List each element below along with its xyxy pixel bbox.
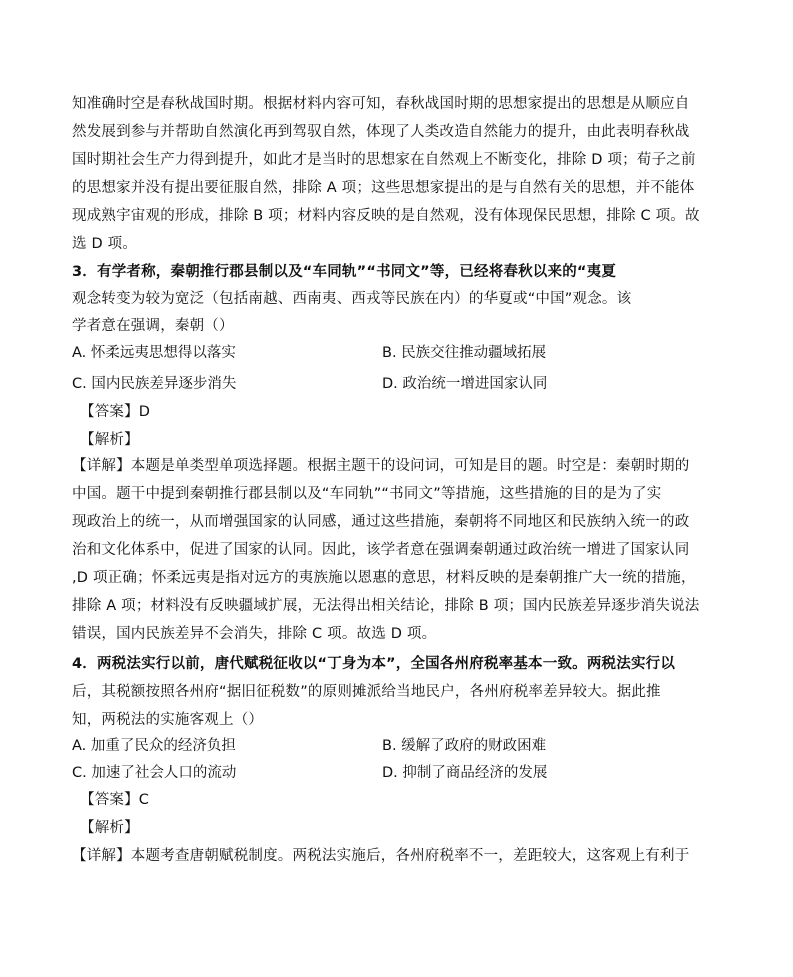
question-3-detail-line: 排除 A 项；材料没有反映疆域扩展，无法得出相关结论，排除 B 项；国内民族差异逐步消失说法 [72, 598, 700, 614]
question-3-analysis-label: 【解析】 [80, 432, 139, 448]
paragraph-line: 选 D 项。 [72, 236, 138, 252]
question-3-stem: 观念转变为较为宽泛（包括南越、西南夷、西戎等民族在内）的华夏或“中国”观念。该 [72, 291, 632, 307]
question-3-detail-line: 【详解】本题是单类型单项选择题。根据主题干的设问词，可知是目的题。时空是：秦朝时期的 [72, 458, 690, 474]
question-3-answer: 【答案】D [80, 404, 151, 420]
paragraph-line: 现成熟宇宙观的形成，排除 B 项；材料内容反映的是自然观，没有体现保民思想，排除 C 项。故 [72, 208, 700, 224]
question-3-detail-line: 错误，国内民族差异不会消失，排除 C 项。故选 D 项。 [72, 626, 437, 642]
question-4-option-c: C. 加速了社会人口的流动 [72, 765, 237, 781]
question-4-answer: 【答案】C [80, 792, 150, 808]
paragraph-line: 然发展到参与并帮助自然演化再到驾驭自然，体现了人类改造自然能力的提升，由此表明春秋战 [72, 124, 690, 140]
question-3-detail-line: 中国。题干中提到秦朝推行郡县制以及“车同轨”“书同文”等措施，这些措施的目的是为了实 [72, 486, 662, 502]
question-4-option-a: A. 加重了民众的经济负担 [72, 738, 236, 754]
question-4-stem: 知，两税法的实施客观上（） [72, 712, 264, 728]
question-3-detail-line: 治和文化体系中，促进了国家的认同。因此，该学者意在强调秦朝通过政治统一增进了国家认同 [72, 542, 690, 558]
question-3-stem: 学者意在强调，秦朝（） [72, 318, 234, 334]
question-3-option-b: B. 民族交往推动疆域拓展 [382, 345, 547, 361]
question-3-option-c: C. 国内民族差异逐步消失 [72, 376, 237, 392]
question-4-detail-line: 【详解】本题考查唐朝赋税制度。两税法实施后，各州府税率不一，差距较大，这客观上有利于 [72, 848, 690, 864]
paragraph-line: 知准确时空是春秋战国时期。根据材料内容可知，春秋战国时期的思想家提出的思想是从顺应自 [72, 96, 690, 112]
question-4-stem: 4．两税法实行以前，唐代赋税征收以“丁身为本”，全国各州府税率基本一致。两税法实行以 [72, 656, 676, 672]
question-3-detail-line: 现政治上的统一，从而增强国家的认同感，通过这些措施，秦朝将不同地区和民族纳入统一的政 [72, 514, 690, 530]
question-4-option-d: D. 抑制了商品经济的发展 [382, 765, 548, 781]
paragraph-line: 的思想家并没有提出要征服自然，排除 A 项；这些思想家提出的是与自然有关的思想，并不能体 [72, 180, 695, 196]
question-4-option-b: B. 缓解了政府的财政困难 [382, 738, 547, 754]
question-3-option-d: D. 政治统一增进国家认同 [382, 376, 548, 392]
question-4-analysis-label: 【解析】 [80, 820, 139, 836]
question-3-stem: 3．有学者称，秦朝推行郡县制以及“车同轨”“书同文”等，已经将春秋以来的“夷夏 [72, 264, 617, 280]
question-3-detail-line: ,D 项正确；怀柔远夷是指对远方的夷族施以恩惠的意思，材料反映的是秦朝推广大一统的措施， [72, 570, 696, 586]
question-3-option-a: A. 怀柔远夷思想得以落实 [72, 345, 236, 361]
question-4-stem: 后，其税额按照各州府“据旧征税数”的原则摊派给当地民户，各州府税率差异较大。据此推 [72, 684, 661, 700]
paragraph-line: 国时期社会生产力得到提升，如此才是当时的思想家在自然观上不断变化，排除 D 项；荀子之前 [72, 152, 696, 168]
